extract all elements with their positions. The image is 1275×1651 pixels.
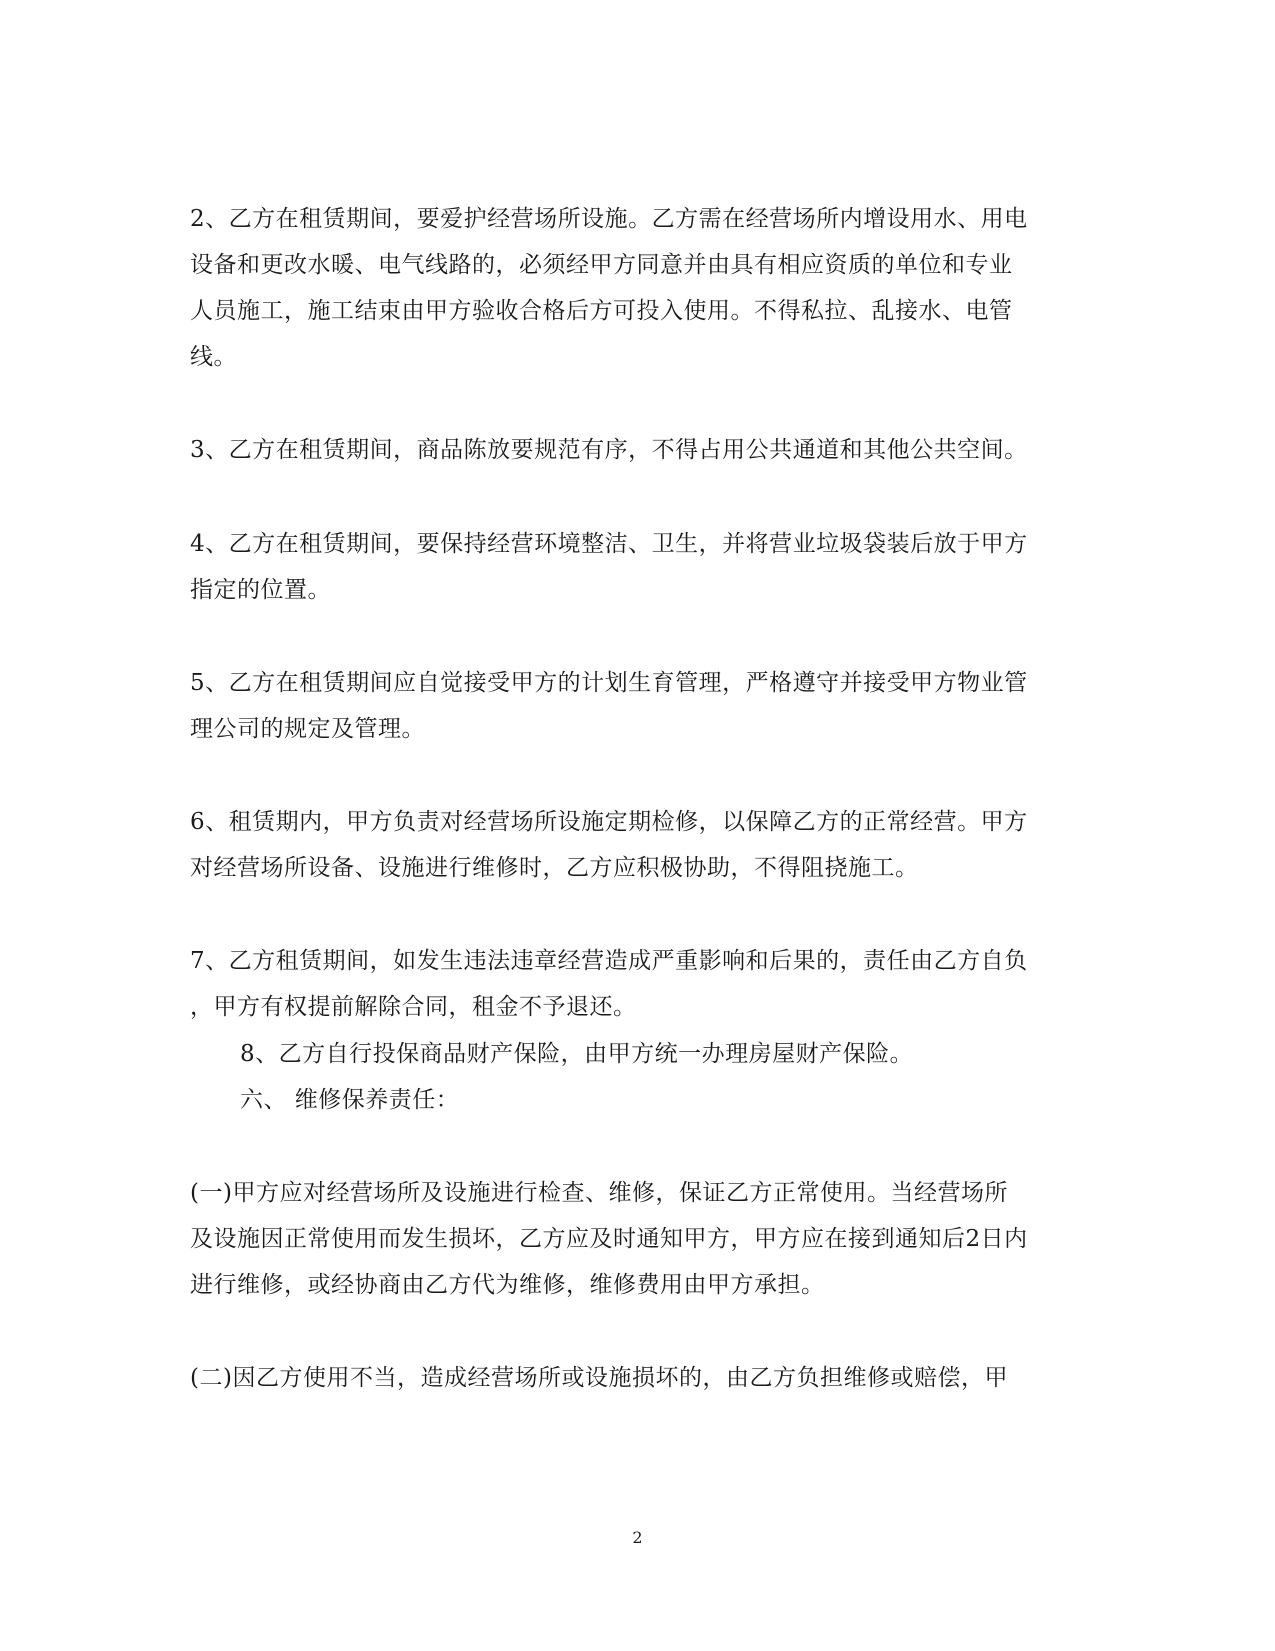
subclause-1-line-1: (一)甲方应对经营场所及设施进行检查、维修，保证乙方正常使用。当经营场所 <box>190 1180 1008 1206</box>
clause-2-line-3: 人员施工，施工结束由甲方验收合格后方可投入使用。不得私拉、乱接水、电管 <box>190 298 1013 324</box>
subclause-2-line-1: (二)因乙方使用不当，造成经营场所或设施损坏的，由乙方负担维修或赔偿，甲 <box>190 1365 1008 1391</box>
subclause-1-line-3: 进行维修，或经协商由乙方代为维修，维修费用由甲方承担。 <box>190 1272 825 1298</box>
clause-8-line-1: 8、乙方自行投保商品财产保险，由甲方统一办理房屋财产保险。 <box>240 1041 914 1067</box>
clause-2-line-4: 线。 <box>190 344 237 370</box>
clause-5-line-2: 理公司的规定及管理。 <box>190 716 425 742</box>
clause-7-line-1: 7、乙方租赁期间，如发生违法违章经营造成严重影响和后果的，责任由乙方自负 <box>190 948 1028 974</box>
clause-4-line-2: 指定的位置。 <box>190 577 331 603</box>
subclause-1-line-2: 及设施因正常使用而发生损坏，乙方应及时通知甲方，甲方应在接到通知后2日内 <box>190 1226 1028 1252</box>
clause-3-line-1: 3、乙方在租赁期间，商品陈放要规范有序，不得占用公共通道和其他公共空间。 <box>190 437 1028 463</box>
clause-2-line-1: 2、乙方在租赁期间，要爱护经营场所设施。乙方需在经营场所内增设用水、用电 <box>190 206 1028 232</box>
clause-2-line-2: 设备和更改水暖、电气线路的，必须经甲方同意并由具有相应资质的单位和专业 <box>190 252 1013 278</box>
clause-6-line-1: 6、租赁期内，甲方负责对经营场所设施定期检修，以保障乙方的正常经营。甲方 <box>190 809 1028 835</box>
clause-7-line-2: ，甲方有权提前解除合同，租金不予退还。 <box>190 994 637 1020</box>
clause-5-line-1: 5、乙方在租赁期间应自觉接受甲方的计划生育管理，严格遵守并接受甲方物业管 <box>190 670 1028 696</box>
section-heading-maintenance: 六、 维修保养责任： <box>240 1087 460 1113</box>
page-number: 2 <box>632 1528 643 1547</box>
clause-4-line-1: 4、乙方在租赁期间，要保持经营环境整洁、卫生，并将营业垃圾袋装后放于甲方 <box>190 531 1028 557</box>
clause-6-line-2: 对经营场所设备、设施进行维修时，乙方应积极协助，不得阻挠施工。 <box>190 855 919 881</box>
